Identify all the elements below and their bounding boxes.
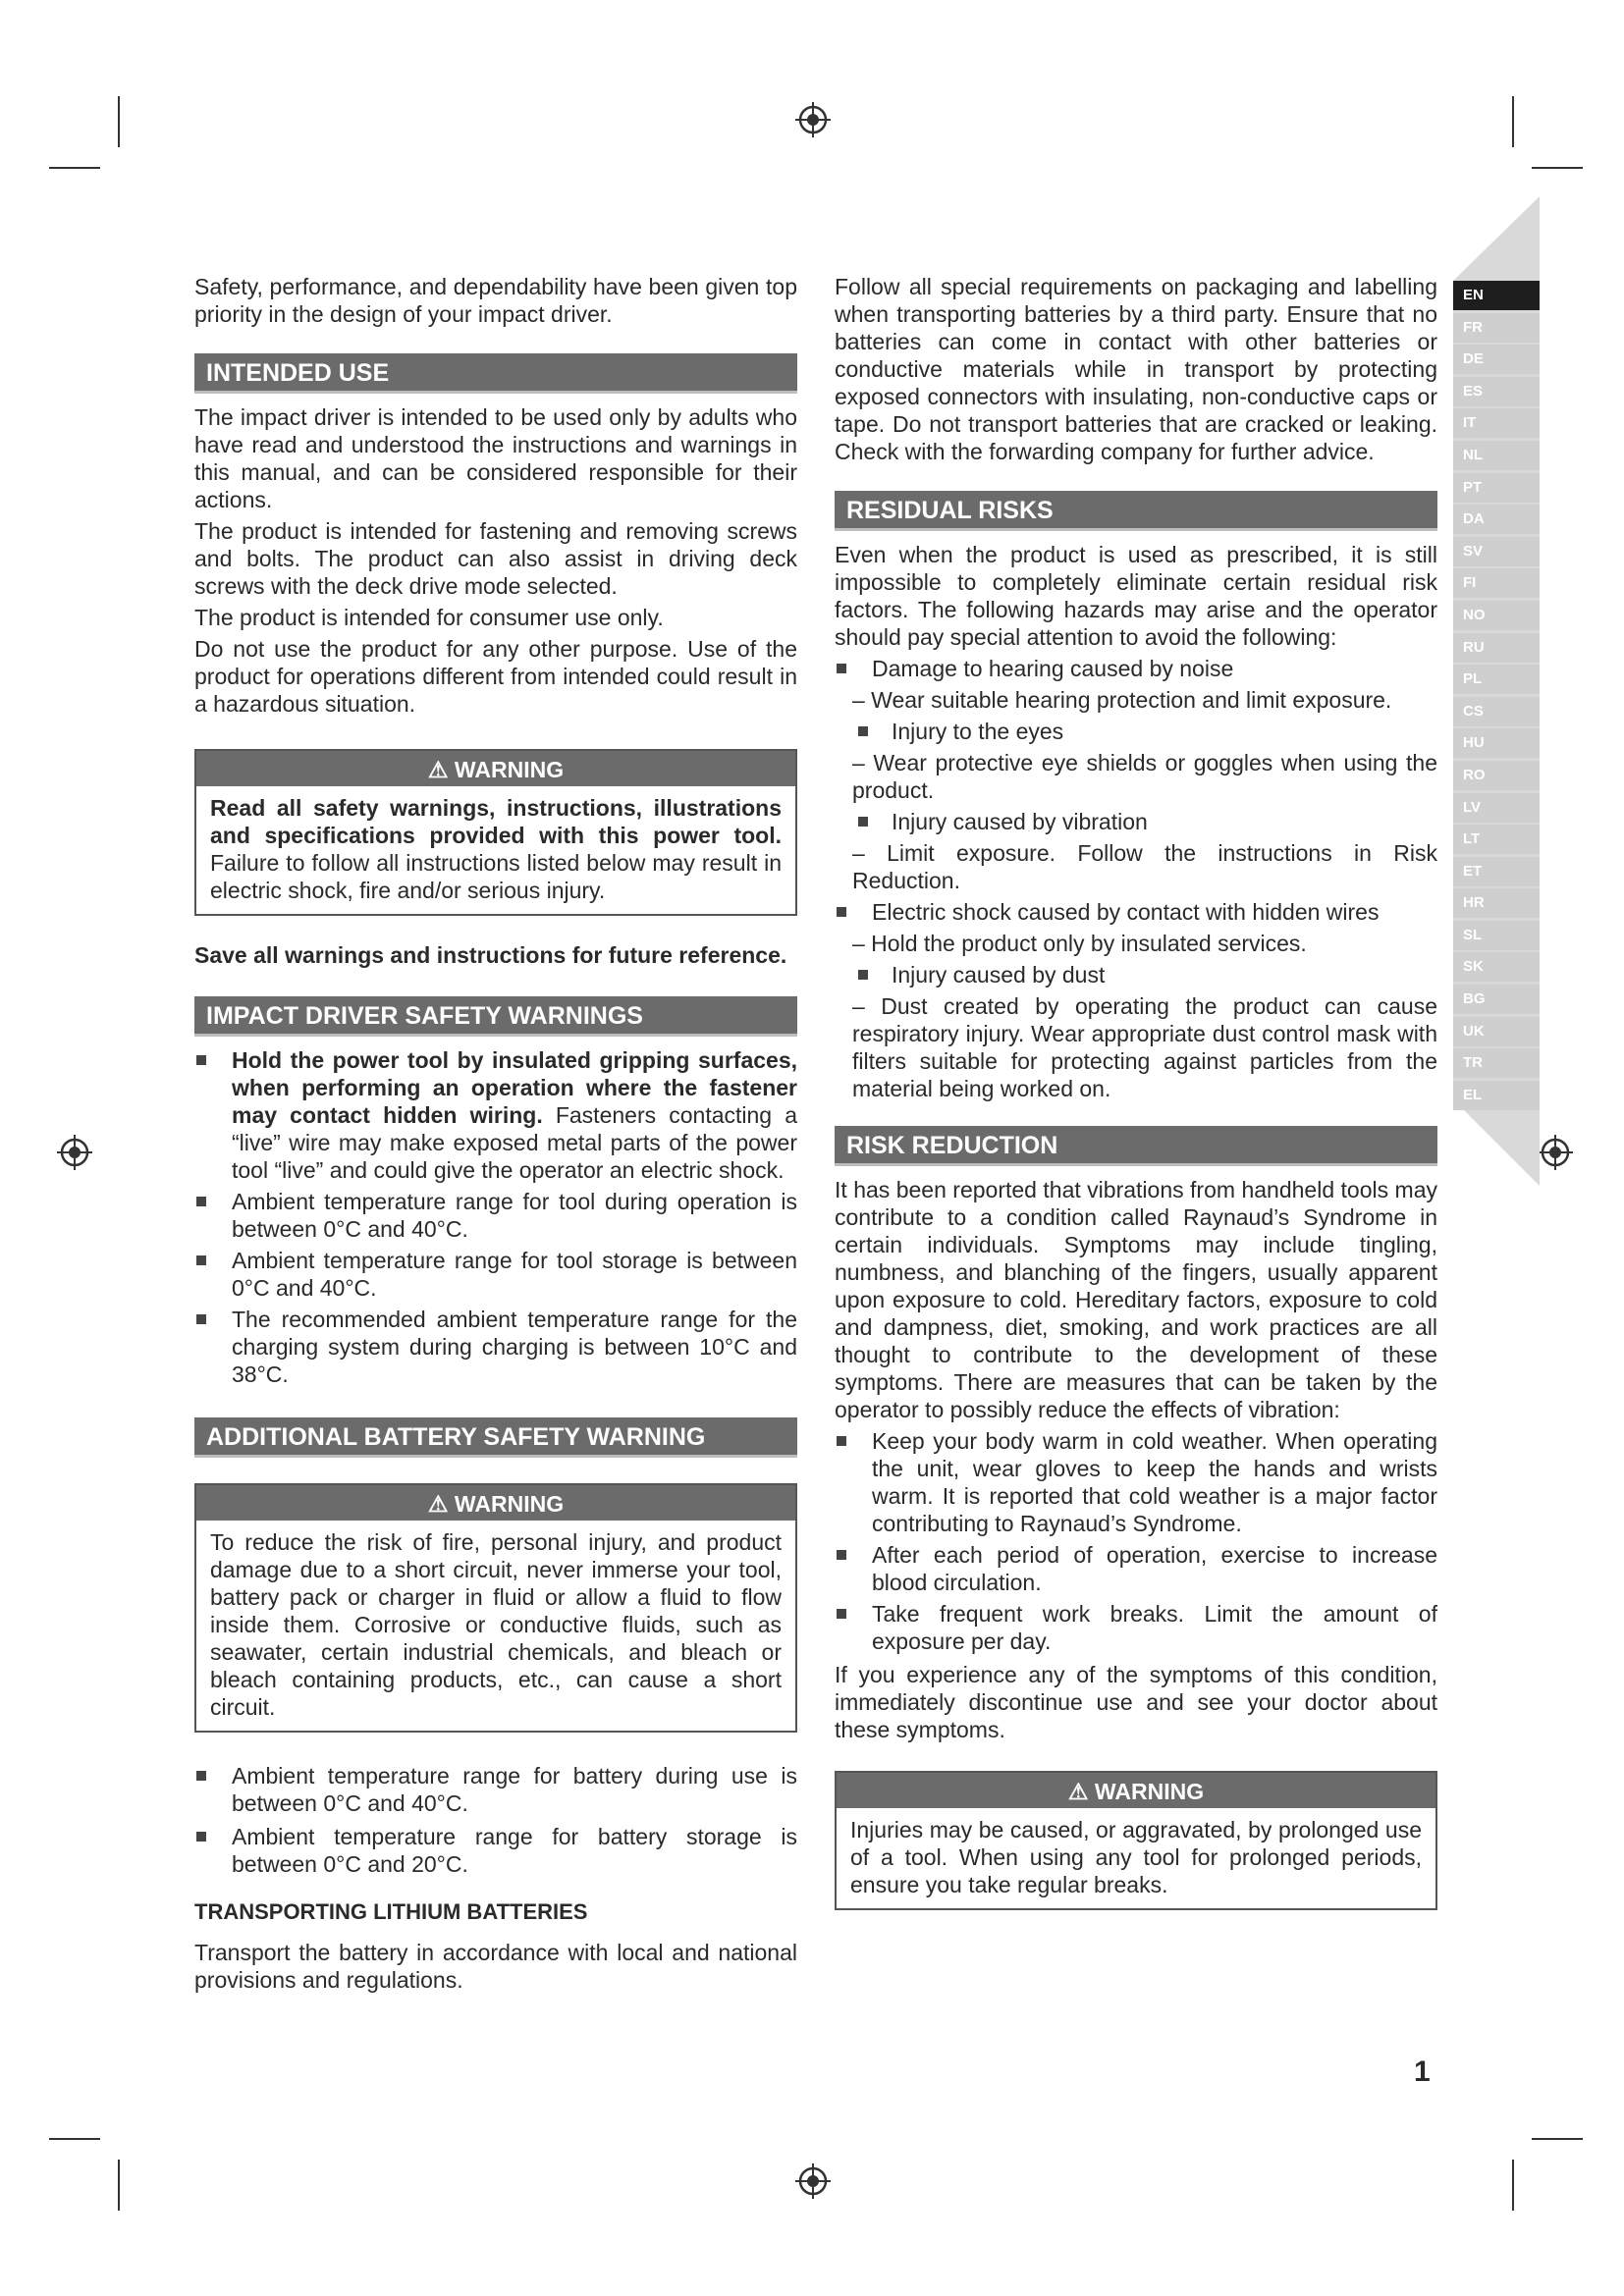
risk-reduction-closing: If you experience any of the symptoms of this condition, immediately discontinue use and see your doctor about these symptoms. bbox=[835, 1662, 1437, 1742]
warning-triangle-icon: ⚠ bbox=[427, 757, 449, 782]
language-tab-sv[interactable]: SV bbox=[1453, 537, 1540, 566]
risk-reduction-text: It has been reported that vibrations from handheld tools may contribute to a condition called Raynaud’s Syndrome in certain individuals. Symptoms may include tingling, numbness, and blanching of the fingers, usually apparent upon exposure to cold. Hereditary factors, exposure to cold and dampness, diet, smoking, and work practices are all thought to contribute to the development of these symptoms. There are measures that can be taken by the operator to possibly reduce the effects of vibration: bbox=[835, 1177, 1437, 1422]
language-tab-da[interactable]: DA bbox=[1453, 505, 1540, 534]
language-tab-fi[interactable]: FI bbox=[1453, 568, 1540, 598]
residual-risks-heading: RESIDUAL RISKS bbox=[835, 491, 1437, 531]
warning-box-title: ⚠ WARNING bbox=[196, 1485, 795, 1521]
transport-heading: TRANSPORTING LITHIUM BATTERIES bbox=[194, 1899, 588, 1924]
list-item: The recommended ambient temperature range for the charging system during charging is between 10°C and 38°C. bbox=[194, 1306, 797, 1388]
warning-box bbox=[194, 749, 797, 916]
language-tab-it[interactable]: IT bbox=[1453, 408, 1540, 438]
warning-box-title: ⚠ WARNING bbox=[196, 751, 795, 786]
list-item: Electric shock caused by contact with hidden wires bbox=[835, 898, 1437, 926]
prolonged-use-warning-text: Injuries may be caused, or aggravated, by prolonged use of a tool. When using any tool for prolonged periods, ensure you take regular breaks. bbox=[850, 1817, 1422, 1897]
list-item: Injury caused by vibration bbox=[835, 808, 1437, 835]
battery-warning-heading: ADDITIONAL BATTERY SAFETY WARNING bbox=[194, 1417, 797, 1458]
language-tab-ru[interactable]: RU bbox=[1453, 633, 1540, 663]
registration-mark-icon bbox=[1538, 1135, 1573, 1170]
registration-mark-icon bbox=[795, 2163, 831, 2199]
list-item: After each period of operation, exercise to increase blood circulation. bbox=[835, 1541, 1437, 1596]
language-tab-pt[interactable]: PT bbox=[1453, 473, 1540, 503]
language-tab-bg[interactable]: BG bbox=[1453, 985, 1540, 1014]
language-tab-el[interactable]: EL bbox=[1453, 1081, 1540, 1110]
right-column bbox=[835, 273, 1437, 1920]
registration-mark-icon bbox=[795, 102, 831, 137]
warning-triangle-icon: ⚠ bbox=[427, 1491, 449, 1517]
risk-reduction-heading: RISK REDUCTION bbox=[835, 1126, 1437, 1166]
language-tab-sl[interactable]: SL bbox=[1453, 921, 1540, 950]
impact-warnings-heading: IMPACT DRIVER SAFETY WARNINGS bbox=[194, 996, 797, 1037]
save-instructions-line: Save all warnings and instructions for future reference. bbox=[194, 942, 787, 968]
intended-use-para: The impact driver is intended to be used only by adults who have read and understood the instructions and warnings in this manual, and can be considered responsible for their actions. bbox=[194, 404, 797, 512]
transport-text-continued: Follow all special requirements on packaging and labelling when transporting batteries by a third party. Ensure that no batteries can come in contact with other batteries or conductive materials while in transport by protecting exposed connectors with insulating, non-conductive caps or tape. Do not transport batteries that are cracked or leaking. Check with the forwarding company for further advice. bbox=[835, 274, 1437, 464]
list-item: Damage to hearing caused by noise bbox=[835, 655, 1437, 682]
list-subitem: – Hold the product only by insulated services. bbox=[852, 931, 1307, 956]
language-tab-no[interactable]: NO bbox=[1453, 601, 1540, 630]
page-number: 1 bbox=[1414, 2056, 1431, 2088]
intended-use-para: Do not use the product for any other purpose. Use of the product for operations different from intended could result in a hazardous situation. bbox=[194, 636, 797, 717]
language-tab-et[interactable]: ET bbox=[1453, 857, 1540, 886]
list-item: Ambient temperature range for battery storage is between 0°C and 20°C. bbox=[194, 1823, 797, 1878]
list-item: Ambient temperature range for tool storage is between 0°C and 40°C. bbox=[194, 1247, 797, 1302]
language-tabs bbox=[1453, 281, 1540, 1112]
language-tab-hr[interactable]: HR bbox=[1453, 888, 1540, 918]
prolonged-use-warning-box bbox=[835, 1771, 1437, 1910]
list-item: Ambient temperature range for tool during operation is between 0°C and 40°C. bbox=[194, 1188, 797, 1243]
list-subitem: – Dust created by operating the product can cause respiratory injury. Wear appropriate dust control mask with filters suitable for protecting against particles from the material being worked on. bbox=[852, 993, 1437, 1101]
intro-text: Safety, performance, and dependability have been given top priority in the design of your impact driver. bbox=[194, 274, 797, 327]
residual-risks-text: Even when the product is used as prescribed, it is still impossible to completely eliminate certain residual risk factors. The following hazards may arise and the operator should pay special attention to avoid the following: bbox=[835, 542, 1437, 650]
registration-mark-icon bbox=[57, 1135, 92, 1170]
language-tab-en[interactable]: EN bbox=[1453, 281, 1540, 310]
intended-use-para: The product is intended for consumer use only. bbox=[194, 605, 664, 630]
intended-use-para: The product is intended for fastening and removing screws and bolts. The product can also assist in driving deck screws with the deck drive mode selected. bbox=[194, 518, 797, 599]
battery-warning-text: To reduce the risk of fire, personal injury, and product damage due to a short circuit, never immerse your tool, battery pack or charger in fluid or allow a fluid to flow inside them. Corrosive or conductive fluids, such as seawater, certain industrial chemicals, and bleach or bleach containing products, etc., can cause a short circuit. bbox=[210, 1529, 782, 1720]
language-tab-lv[interactable]: LV bbox=[1453, 793, 1540, 823]
language-tab-es[interactable]: ES bbox=[1453, 377, 1540, 406]
language-tab-sk[interactable]: SK bbox=[1453, 952, 1540, 982]
battery-warning-box bbox=[194, 1483, 797, 1733]
language-tab-cs[interactable]: CS bbox=[1453, 697, 1540, 726]
list-item: Hold the power tool by insulated gripping surfaces, when performing an operation where the fastener may contact hidden wiring. Fasteners contacting a “live” wire may make exposed metal parts of the power tool “live” and could give the operator an electric shock. bbox=[194, 1046, 797, 1184]
list-item: Keep your body warm in cold weather. When operating the unit, wear gloves to keep the hands and wrists warm. It is reported that cold weather is a major factor contributing to Raynaud’s Syndrome. bbox=[835, 1427, 1437, 1537]
list-subitem: – Wear protective eye shields or goggles when using the product. bbox=[852, 750, 1437, 803]
language-tab-nl[interactable]: NL bbox=[1453, 441, 1540, 470]
language-tab-hu[interactable]: HU bbox=[1453, 728, 1540, 758]
language-tab-pl[interactable]: PL bbox=[1453, 665, 1540, 694]
language-tab-ro[interactable]: RO bbox=[1453, 761, 1540, 790]
list-subitem: – Limit exposure. Follow the instructions in Risk Reduction. bbox=[852, 840, 1437, 893]
list-item: Injury caused by dust bbox=[835, 961, 1437, 988]
warning-box-title: ⚠ WARNING bbox=[837, 1773, 1435, 1808]
transport-text: Transport the battery in accordance with local and national provisions and regulations. bbox=[194, 1940, 797, 1993]
language-tab-uk[interactable]: UK bbox=[1453, 1017, 1540, 1046]
intended-use-heading: INTENDED USE bbox=[194, 353, 797, 394]
list-subitem: – Wear suitable hearing protection and limit exposure. bbox=[852, 687, 1392, 713]
language-tab-fr[interactable]: FR bbox=[1453, 313, 1540, 343]
list-item: Injury to the eyes bbox=[835, 718, 1437, 745]
language-tab-lt[interactable]: LT bbox=[1453, 825, 1540, 854]
language-tab-tr[interactable]: TR bbox=[1453, 1048, 1540, 1078]
left-column bbox=[194, 273, 797, 1994]
warning-bold-text: Read all safety warnings, instructions, illustrations and specifications provided with this power tool. bbox=[210, 795, 782, 848]
language-tab-de[interactable]: DE bbox=[1453, 345, 1540, 374]
warning-triangle-icon: ⚠ bbox=[1067, 1779, 1089, 1804]
warning-text: Failure to follow all instructions listed below may result in electric shock, fire and/or serious injury. bbox=[210, 850, 782, 903]
list-item: Ambient temperature range for battery during use is between 0°C and 40°C. bbox=[194, 1762, 797, 1817]
list-item: Take frequent work breaks. Limit the amount of exposure per day. bbox=[835, 1600, 1437, 1655]
